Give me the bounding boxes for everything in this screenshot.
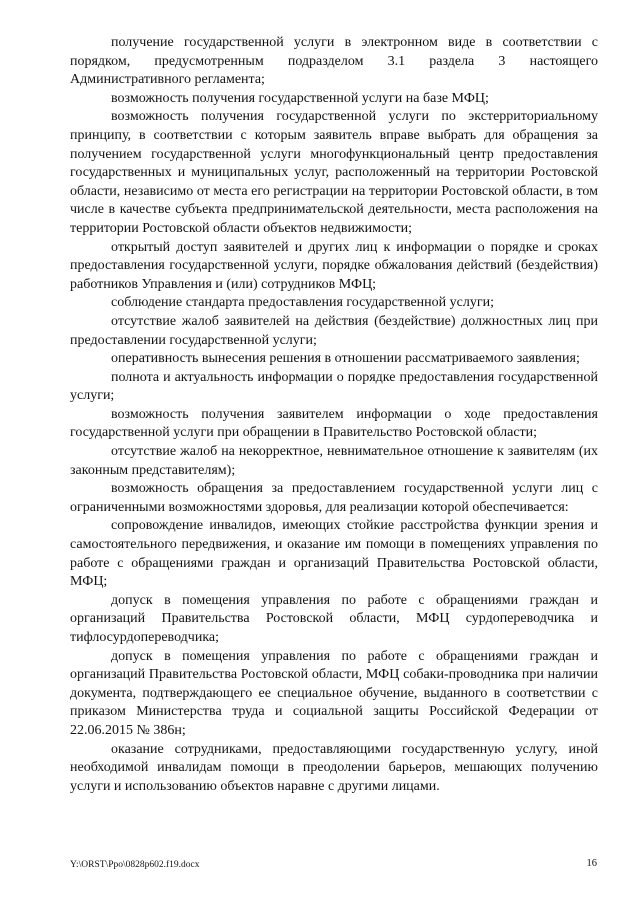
paragraph-progress-info: возможность получения заявителем информации о ходе предоставления государственной услуги при обращении в Правительство Ростовской области; [70,406,598,441]
paragraph-efficiency: оперативность вынесения решения в отношении рассматриваемого заявления; [111,351,580,367]
paragraph-staff-assistance: оказание сотрудниками, предоставляющими государственную услугу, иной необходимой инвалидам помощи в преодолении барьеров, мешающих получению услуги и использованию объектов наравне с другими лицами. [70,741,598,794]
paragraph-interpreter-access: допуск в помещения управления по работе с обращениями граждан и организаций Правительства Ростовской области, МФЦ сурдопереводчика и тифлосурдопереводчика; [70,592,598,645]
paragraph-no-complaints-attitude: отсутствие жалоб на некорректное, невнимательное отношение к заявителям (их законным представителям); [70,444,598,478]
paragraph-guide-dog-access: допуск в помещения управления по работе с обращениями граждан и организаций Правительства Ростовской области, МФЦ собаки-проводника при наличии документа, подтверждающего ее специальное обучение, выданного в соответствии с приказом Министерства труда и социальной защиты Российской Федерации от 22.06.2015 № 386н; [70,648,598,738]
paragraph-disabled-access: возможность обращения за предоставлением государственной услуги лиц с ограниченными возможностями здоровья, для реализации которой обеспечивается: [70,481,598,515]
paragraph-open-access: открытый доступ заявителей и других лиц к информации о порядке и сроках предоставления государственной услуги, порядке обжалования действий (бездействия) работников Управления и (или) сотрудников МФЦ; [70,239,598,292]
paragraph-standard-compliance: соблюдение стандарта предоставления государственной услуги; [111,295,494,311]
paragraph-escort: сопровождение инвалидов, имеющих стойкие расстройства функции зрения и самостоятельного передвижения, и оказание им помощи в помещениях управления по работе с обращениями граждан и организаций Правительства Ростовской области, МФЦ; [70,518,598,590]
paragraph-extraterritorial: возможность получения государственной услуги по экстерриториальному принципу, в соответствии с которым заявитель вправе выбрать для обращения за получением государственной услуги многофункциональный центр предоставления государственных и муниципальных услуг, расположенный на территории Ростовской области, независимо от места его регистрации на территории Ростовской области, в том числе в качестве субъекта предпринимательской деятельности, места расположения на территории Ростовской области объектов недвижимости; [70,109,598,236]
paragraph-completeness: полнота и актуальность информации о порядке предоставления государственной услуги; [70,369,598,404]
footer-file-path: Y:\ORST\Ppo\0828p602.f19.docx [70,860,200,870]
paragraph-mfc-service: возможность получения государственной услуги на базе МФЦ; [111,90,489,106]
paragraph-electronic-service: получение государственной услуги в электронном виде в соответствии с порядком, предусмотренным подразделом 3.1 раздела 3 настоящего Административного регламента; [70,35,598,88]
document-body [70,34,598,796]
paragraph-no-complaints-officials: отсутствие жалоб заявителей на действия (бездействие) должностных лиц при предоставлении государственной услуги; [70,313,598,348]
page-number: 16 [586,858,597,869]
